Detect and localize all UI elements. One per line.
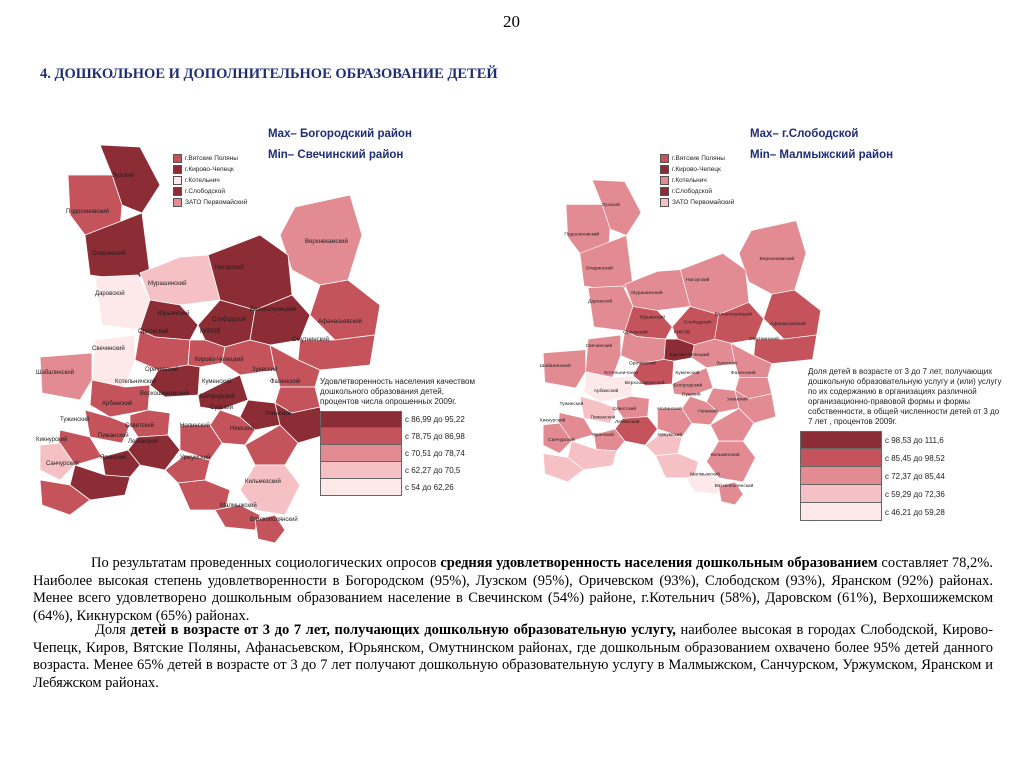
label-omutninsky: Омутнинский bbox=[292, 337, 329, 343]
left-legend-swatch bbox=[320, 479, 402, 496]
label-svechinsky: Свечинский bbox=[585, 344, 613, 350]
left-city-row bbox=[173, 175, 265, 186]
label-sunsky: Сунский bbox=[210, 405, 233, 411]
label-kirovo-chepetsky: Кирово-Чепецкий bbox=[669, 353, 710, 359]
label-nemsky: Немский bbox=[698, 409, 718, 415]
left-city-row bbox=[173, 153, 265, 164]
label-yuryansky: Юрьянский bbox=[639, 315, 666, 321]
left-legend-row bbox=[320, 445, 500, 462]
left-max-text: Max– Богородский район bbox=[268, 128, 412, 140]
left-city-swatch bbox=[173, 198, 182, 207]
label-podosinovsky: Подосиновский bbox=[66, 209, 109, 215]
paragraph-coverage bbox=[33, 622, 993, 692]
label-nagorsky: Нагорский bbox=[686, 278, 710, 284]
label-sanchursky: Санчурский bbox=[46, 461, 79, 467]
label-darovskoy: Даровской bbox=[95, 291, 125, 297]
label-svechinsky: Свечинский bbox=[92, 346, 125, 352]
left-legend-row bbox=[320, 428, 500, 445]
label-luzsky: Лузский bbox=[112, 173, 135, 179]
left-legend-swatch bbox=[320, 411, 402, 428]
right-city-row bbox=[660, 164, 752, 175]
right-city-swatch bbox=[660, 165, 669, 174]
label-verkhoshizhemsky: Верхошижемский bbox=[624, 380, 665, 386]
label-vyatskopolyansky: Вятскополянский bbox=[250, 517, 298, 523]
label-falenksy: Фаленский bbox=[270, 379, 301, 385]
right-legend-swatch bbox=[800, 449, 882, 467]
label-afanasievsky: Афанасьевский bbox=[770, 322, 806, 328]
right-city-swatch bbox=[660, 176, 669, 185]
label-slobodskoy: Слободской bbox=[212, 317, 246, 323]
district-nagorsky bbox=[208, 235, 292, 310]
section-title: 4. ДОШКОЛЬНОЕ И ДОПОЛНИТЕЛЬНОЕ ОБРАЗОВАНИЕ ДЕТЕЙ bbox=[40, 66, 498, 82]
left-city-swatch bbox=[173, 187, 182, 196]
label-omutninsky: Омутнинский bbox=[748, 336, 779, 342]
right-city-swatch bbox=[660, 154, 669, 163]
left-legend-label: с 86,99 до 95,22 bbox=[405, 415, 465, 424]
left-legend-swatch bbox=[320, 462, 402, 479]
label-pizhansky: Пижанский bbox=[98, 433, 129, 439]
left-legend-label: с 78,75 до 86,98 bbox=[405, 432, 465, 441]
label-podosinovsky: Подосиновский bbox=[564, 232, 600, 238]
label-nolinsky: Нолинский bbox=[657, 407, 682, 413]
label-shabalinsky: Шабалинский bbox=[36, 370, 74, 376]
left-legend-scale bbox=[320, 411, 500, 496]
label-arbazhsky: Арбажский bbox=[593, 389, 619, 395]
label-zuevsky: Зуевский bbox=[252, 367, 278, 373]
label-nemsky: Немский bbox=[230, 426, 255, 432]
right-legend-label: с 72,37 до 85,44 bbox=[885, 471, 945, 481]
paragraph-2-text-a: Доля bbox=[95, 622, 131, 638]
left-city-label: г.Вятские Поляны bbox=[185, 155, 238, 162]
label-sovetsky: Советский bbox=[612, 407, 637, 413]
left-maxmin bbox=[268, 124, 412, 166]
label-kirov: КИРОВ bbox=[200, 329, 221, 335]
left-city-swatch bbox=[173, 154, 182, 163]
label-kumensky: Куменский bbox=[675, 371, 700, 377]
label-shabalinsky: Шабалинский bbox=[539, 363, 571, 369]
label-luzsky: Лузский bbox=[601, 203, 620, 209]
right-city-label: г.Вятские Поляны bbox=[672, 155, 725, 162]
label-lebyazhsky: Лебяжский bbox=[128, 439, 159, 445]
right-city-row bbox=[660, 197, 752, 208]
district-murashinsky bbox=[140, 255, 220, 305]
label-kotelnichsky: Котельничский bbox=[115, 379, 157, 385]
label-tuzhinsky: Тужинский bbox=[60, 417, 90, 423]
paragraph-2-text-b: наиболее высокая в городах Слободской, Кирово-Чепецк, Киров, Вятские Поляны, Афанасьевском, Юрьянском, Омутнинском районах, где дошкольным образованием охвачено более 95% детей данного возраста. Менее 65% детей в возрасте от 3 до 7 лет получают дошкольную образовательную услугу в Малмыжском, Санчурском, Уржумском, Яранском и Лебяжском районах. bbox=[33, 622, 993, 691]
right-legend-row bbox=[800, 467, 1000, 485]
label-murashinsky: Мурашинский bbox=[631, 291, 663, 297]
label-tuzhinsky: Тужинский bbox=[559, 402, 584, 408]
district-darovskoy bbox=[95, 275, 150, 330]
label-sovetsky: Советский bbox=[125, 423, 154, 429]
right-legend-label: с 98,53 до 111,6 bbox=[885, 435, 944, 445]
label-kilmezsky: Кильмезский bbox=[710, 452, 740, 458]
label-nagorsky: Нагорский bbox=[215, 265, 244, 271]
right-cities-legend bbox=[660, 153, 752, 208]
label-afanasievsky: Афанасьевский bbox=[318, 319, 362, 325]
label-orlovsky: Орловский bbox=[623, 330, 648, 336]
left-city-row bbox=[173, 186, 265, 197]
label-darovskoy: Даровской bbox=[588, 299, 613, 305]
right-legend bbox=[800, 367, 1000, 521]
left-legend-row bbox=[320, 462, 500, 479]
label-kumensky: Куменский bbox=[202, 379, 232, 385]
left-city-swatch bbox=[173, 176, 182, 185]
district-afanasievsky bbox=[764, 290, 821, 339]
right-legend-swatch bbox=[800, 485, 882, 503]
label-kilmezsky: Кильмезский bbox=[245, 479, 281, 485]
left-legend-row bbox=[320, 479, 500, 496]
label-slobodskoy: Слободской bbox=[683, 320, 712, 326]
label-orichevsky: Оричевский bbox=[145, 367, 179, 373]
right-city-label: г.Слободской bbox=[672, 188, 712, 195]
right-legend-label: с 85,45 до 98,52 bbox=[885, 453, 945, 463]
right-legend-row bbox=[800, 449, 1000, 467]
left-legend-row bbox=[320, 411, 500, 428]
label-unninsky: Унинский bbox=[726, 397, 748, 403]
right-city-swatch bbox=[660, 187, 669, 196]
right-legend-label: с 59,29 до 72,36 bbox=[885, 489, 945, 499]
label-murashinsky: Мурашинский bbox=[148, 281, 187, 287]
right-map-districts bbox=[543, 180, 821, 505]
label-nolinsky: Нолинский bbox=[180, 423, 211, 429]
label-oparinsky: Опаринский bbox=[585, 266, 613, 272]
label-verkhnekamsky: Верхнекамский bbox=[759, 256, 795, 262]
left-legend-label: с 62,27 до 70,5 bbox=[405, 466, 461, 475]
label-belokholunitsky: Белохолуницкий bbox=[250, 307, 296, 313]
district-kotelnichsky bbox=[90, 380, 150, 417]
right-legend-row bbox=[800, 485, 1000, 503]
label-verkhnekamsky: Верхнекамский bbox=[305, 239, 348, 245]
label-bogorodsky: Богородский bbox=[673, 383, 703, 389]
right-city-row bbox=[660, 186, 752, 197]
label-kirovo-chepetsky: Кирово-Чепецкий bbox=[195, 357, 244, 363]
paragraph-1-text-a: По результатам проведенных социологических опросов bbox=[91, 555, 441, 571]
left-city-label: г.Кирово-Чепецк bbox=[185, 166, 234, 173]
label-urzhumsky: Уржумский bbox=[657, 433, 683, 439]
right-legend-row bbox=[800, 431, 1000, 449]
label-malmyzhsky: Малмыжский bbox=[220, 503, 257, 509]
right-max-text: Max– г.Слободской bbox=[750, 128, 859, 140]
left-min-text: Min– Свечинский район bbox=[268, 149, 404, 161]
label-yaransky: Яранский bbox=[100, 455, 127, 461]
label-oparinsky: Опаринский bbox=[92, 251, 126, 257]
left-city-label: ЗАТО Первомайский bbox=[185, 199, 248, 206]
left-city-row bbox=[173, 197, 265, 208]
left-legend-label: с 54 до 62,26 bbox=[405, 483, 454, 492]
label-urzhumsky: Уржумский bbox=[180, 455, 211, 461]
right-legend-label: с 46,21 до 59,28 bbox=[885, 507, 945, 517]
label-malmyzhsky: Малмыжский bbox=[690, 472, 720, 478]
label-yaransky: Яранский bbox=[592, 433, 614, 439]
paragraph-satisfaction bbox=[33, 555, 993, 625]
right-min-text: Min– Малмыжский район bbox=[750, 149, 894, 161]
label-vyatskopolyansky: Вятскополянский bbox=[714, 483, 754, 489]
left-city-row bbox=[173, 164, 265, 175]
district-nagorsky bbox=[680, 253, 749, 314]
left-legend-caption: Удовлетворенность населения качеством дошкольного образования детей, процентов числа опрошенных 2009г. bbox=[320, 377, 475, 406]
left-legend bbox=[320, 377, 500, 496]
right-city-label: ЗАТО Первомайский bbox=[672, 199, 735, 206]
label-sanchursky: Санчурский bbox=[548, 438, 575, 444]
page-number: 20 bbox=[503, 12, 520, 31]
label-belokholunitsky: Белохолуницкий bbox=[714, 312, 752, 318]
left-cities-legend bbox=[173, 153, 265, 208]
right-maxmin bbox=[750, 124, 893, 166]
right-city-label: г.Кирово-Чепецк bbox=[672, 166, 721, 173]
right-legend-swatch bbox=[800, 503, 882, 521]
left-city-swatch bbox=[173, 165, 182, 174]
label-kiknursky: Кикнурский bbox=[36, 437, 68, 443]
label-orlovsky: Орловский bbox=[138, 329, 169, 335]
label-falenksy: Фаленский bbox=[730, 371, 756, 377]
right-legend-scale bbox=[800, 431, 1000, 521]
left-city-label: г.Котельнич bbox=[185, 177, 220, 184]
label-kiknursky: Кикнурский bbox=[539, 418, 566, 424]
label-kirov: КИРОВ bbox=[673, 330, 691, 336]
left-legend-swatch bbox=[320, 428, 402, 445]
label-unninsky: Унинский bbox=[265, 411, 291, 417]
left-legend-swatch bbox=[320, 445, 402, 462]
right-legend-swatch bbox=[800, 467, 882, 485]
label-kotelnichsky: Котельничский bbox=[604, 371, 638, 377]
label-zuevsky: Зуевский bbox=[716, 361, 737, 367]
district-shabalinsky bbox=[40, 353, 92, 400]
label-sunsky: Сунский bbox=[681, 392, 701, 398]
district-darovskoy bbox=[588, 286, 633, 331]
right-legend-row bbox=[800, 503, 1000, 521]
label-pizhansky: Пижанский bbox=[590, 415, 616, 421]
right-legend-caption: Доля детей в возрасте от 3 до 7 лет, получающих дошкольную образовательную услугу и (или) услугу по их содержанию в организациях различной организационно-правовой формы и формы собственности, в общей численности детей от 3 до 7 лет , процентов 2009г. bbox=[808, 367, 1002, 426]
paragraph-1-text-b: составляет 78,2%. Наиболее высокая степень удовлетворенности в Богородском (95%), Лузском (95%), Оричевском (93%), Слободском (93%), Яранском (92%) районах. Менее всего удовлетворено дошкольным образованием население в Свечинском (54%) районе, г.Котельнич (58%), Даровском (61%), Верхошижемском (64%), Кикнурском (65%) районах. bbox=[33, 555, 993, 624]
label-lebyazhsky: Лебяжский bbox=[615, 420, 640, 426]
district-murashinsky bbox=[625, 270, 690, 311]
paragraph-1-bold: средняя удовлетворенность населения дошкольным образованием bbox=[440, 555, 878, 571]
label-arbazhsky: Арбажский bbox=[102, 401, 133, 407]
left-city-label: г.Слободской bbox=[185, 188, 225, 195]
paragraph-2-bold: детей в возрасте от 3 до 7 лет, получающих дошкольную образовательную услугу, bbox=[130, 622, 676, 638]
right-city-row bbox=[660, 153, 752, 164]
left-legend-label: с 70,51 до 78,74 bbox=[405, 449, 465, 458]
right-legend-swatch bbox=[800, 431, 882, 449]
right-city-label: г.Котельнич bbox=[672, 177, 707, 184]
label-bogorodsky: Богородский bbox=[200, 394, 236, 400]
district-kotelnichsky bbox=[584, 372, 633, 402]
district-shabalinsky bbox=[543, 350, 585, 388]
label-orichevsky: Оричевский bbox=[628, 361, 656, 367]
right-city-swatch bbox=[660, 198, 669, 207]
label-verkhoshizhemsky: Верхошижемский bbox=[140, 391, 189, 397]
label-yuryansky: Юрьянский bbox=[158, 311, 190, 317]
right-city-row bbox=[660, 175, 752, 186]
district-afanasievsky bbox=[310, 280, 380, 340]
